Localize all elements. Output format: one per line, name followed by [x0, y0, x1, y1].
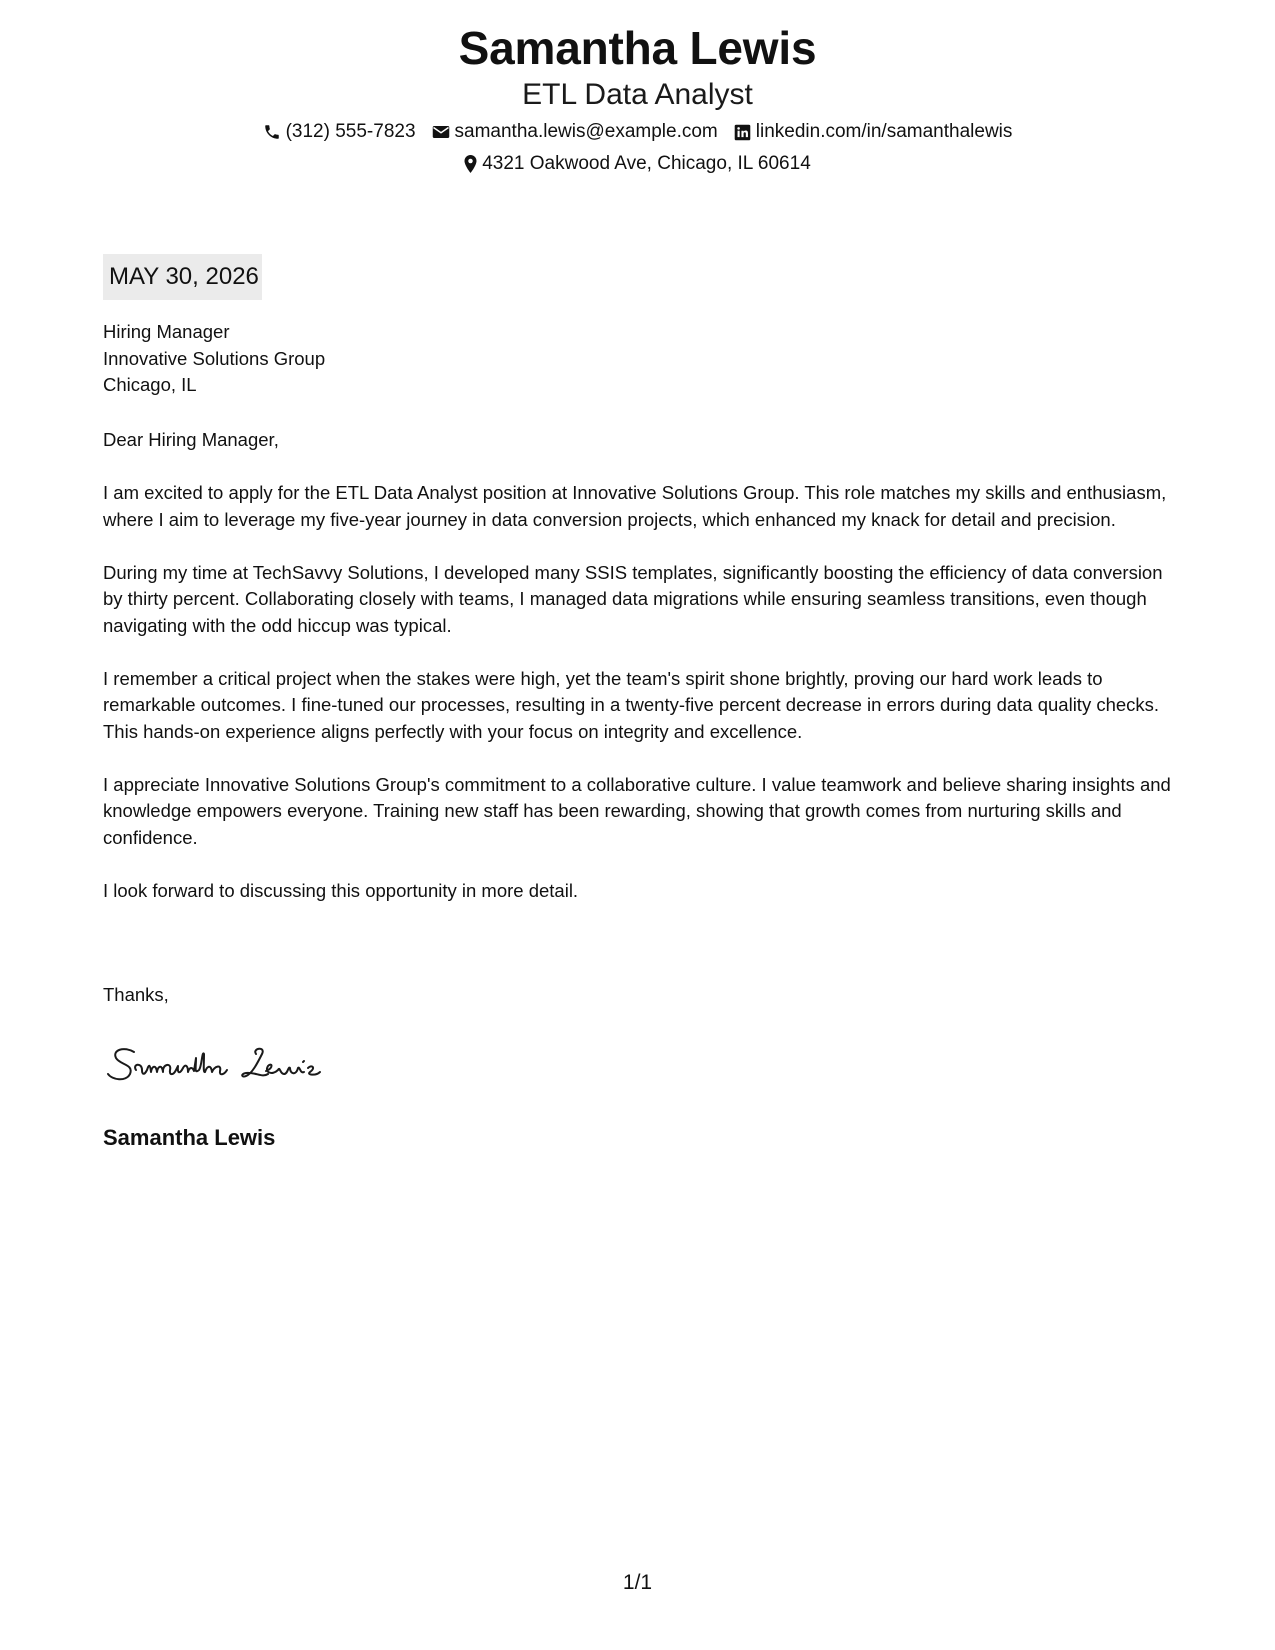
- letter-header: [0, 18, 1275, 176]
- phone-icon: [263, 123, 281, 141]
- closing: Thanks,: [103, 984, 169, 1005]
- recipient-title: Hiring Manager: [103, 321, 230, 342]
- contact-phone: [263, 120, 416, 144]
- signed-name: Samantha Lewis: [103, 1125, 276, 1150]
- salutation: Dear Hiring Manager,: [103, 429, 279, 450]
- letter-date: MAY 30, 2026: [103, 254, 262, 300]
- contact-linkedin[interactable]: [734, 120, 1013, 144]
- linkedin-icon: [734, 124, 751, 141]
- contact-address: [464, 152, 811, 176]
- body-paragraph: I remember a critical project when the stakes were high, yet the team's spirit shone brightly, proving our hard work leads to remarkable outcomes. I fine-tuned our processes, resulting in a twenty-five percent decrease in errors during data quality checks. This hands-on experience aligns perfectly with your focus on integrity and excellence.: [103, 667, 1160, 742]
- body-paragraph: I look forward to discussing this opportunity in more detail.: [103, 879, 579, 901]
- contact-email[interactable]: [432, 120, 718, 144]
- street-address: 4321 Oakwood Ave, Chicago, IL 60614: [482, 153, 811, 174]
- map-marker-icon: [464, 155, 477, 173]
- applicant-name: Samantha Lewis: [458, 22, 817, 74]
- recipient-block: [103, 319, 1183, 399]
- letter-body: [103, 480, 1183, 904]
- handwritten-signature: [106, 1040, 366, 1090]
- body-paragraph: During my time at TechSavvy Solutions, I developed many SSIS templates, significantly boosting the efficiency of data conversion by thirty percent. Collaborating closely with teams, I managed data migrations while ensuring seamless transitions, even though navigating with the odd hiccup was typical.: [103, 561, 1163, 636]
- contact-row-address: [0, 152, 1275, 176]
- body-paragraph: I appreciate Innovative Solutions Group's commitment to a collaborative culture. I value teamwork and believe sharing insights and knowledge empowers everyone. Training new staff has been rewarding, showing that growth comes from nurturing skills and confidence.: [103, 773, 1171, 848]
- envelope-icon: [432, 124, 450, 140]
- contact-row-primary: [0, 120, 1275, 144]
- recipient-company: Innovative Solutions Group: [103, 347, 326, 369]
- applicant-job-title: ETL Data Analyst: [522, 78, 753, 111]
- recipient-location: Chicago, IL: [103, 374, 197, 395]
- linkedin-url[interactable]: linkedin.com/in/samanthalewis: [755, 121, 1013, 142]
- email-address[interactable]: samantha.lewis@example.com: [454, 121, 718, 142]
- phone-number: (312) 555-7823: [285, 121, 416, 142]
- body-paragraph: I am excited to apply for the ETL Data Analyst position at Innovative Solutions Group. This role matches my skills and enthusiasm, where I aim to leverage my five-year journey in data conversion projects, which enhanced my knack for detail and precision.: [103, 482, 1167, 530]
- page-number: 1/1: [622, 1571, 653, 1594]
